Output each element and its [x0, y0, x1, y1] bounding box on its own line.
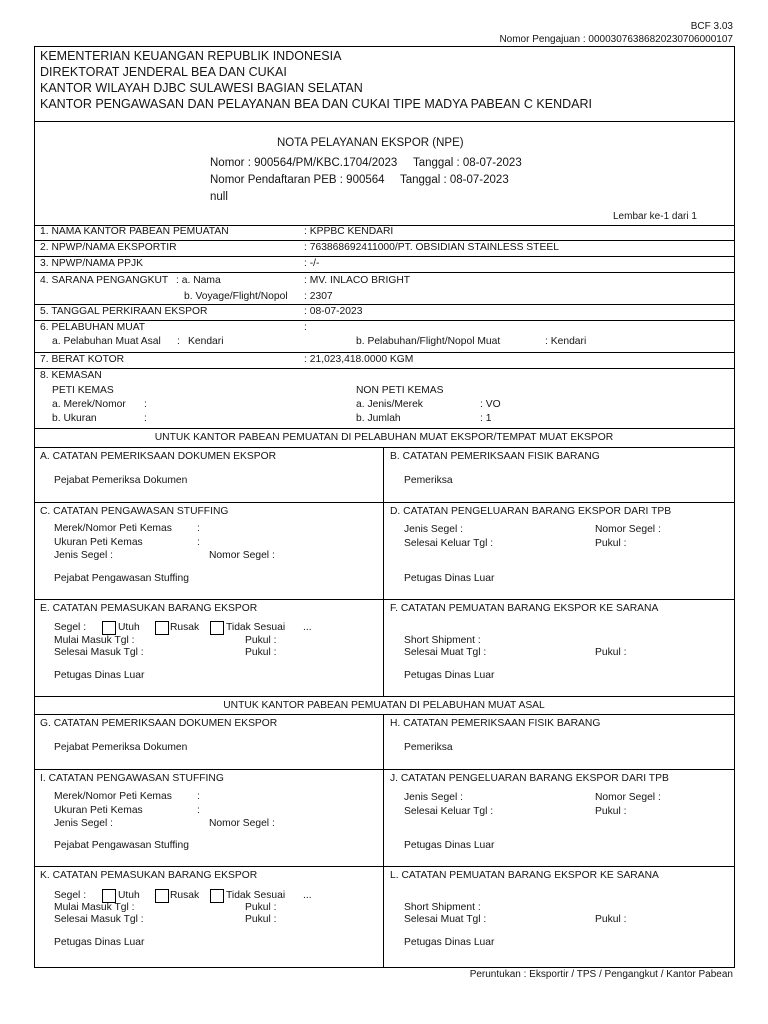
divider-row	[34, 696, 734, 697]
box-f-short-label: Short Shipment :	[404, 635, 481, 646]
box-g-officer: Pejabat Pemeriksa Dokumen	[54, 742, 188, 753]
peb-number-value: 900564	[346, 174, 385, 186]
colon: :	[304, 226, 307, 237]
npe-number	[210, 156, 397, 170]
box-e-selesai-label: Selesai Masuk Tgl :	[54, 647, 144, 658]
field-value-eksportir	[304, 242, 559, 254]
divider-row	[34, 447, 734, 448]
box-e-title: E. CATATAN PEMASUKAN BARANG EKSPOR	[40, 603, 258, 614]
field-value-jumlah	[480, 413, 491, 425]
colon: :	[480, 413, 483, 424]
box-l-officer: Petugas Dinas Luar	[404, 937, 495, 948]
npe-date-label: Tanggal :	[413, 157, 460, 169]
box-b-officer: Pemeriksa	[404, 475, 453, 486]
colon: :	[144, 413, 147, 424]
field-value-jenis-merek	[480, 399, 501, 411]
colon: :	[197, 791, 200, 802]
box-l-pukul-label: Pukul :	[595, 914, 627, 925]
colon: :	[197, 523, 200, 534]
divider-row	[34, 714, 734, 715]
sarana-nama-sublabel: a. Nama	[181, 275, 221, 286]
office-line: KANTOR PENGAWASAN DAN PELAYANAN BEA DAN CUKAI TIPE MADYA PABEAN C KENDARI	[40, 97, 592, 111]
divider-row	[34, 502, 734, 503]
npe-date-value: 08-07-2023	[462, 157, 522, 169]
jumlah-label: b. Jumlah	[356, 413, 401, 424]
pelabuhan-muat-value: Kendari	[550, 336, 587, 347]
colon: :	[480, 399, 483, 410]
pelabuhan-muat-label: b. Pelabuhan/Flight/Nopol Muat	[356, 336, 501, 347]
box-i-jenis-segel-label: Jenis Segel :	[54, 818, 113, 829]
box-l-selesai-label: Selesai Muat Tgl :	[404, 914, 487, 925]
regional-office-line: KANTOR WILAYAH DJBC SULAWESI BAGIAN SELATAN	[40, 81, 363, 95]
field-label-ppjk: 3. NPWP/NAMA PPJK	[40, 258, 143, 269]
box-j-selesai-label: Selesai Keluar Tgl :	[404, 806, 494, 817]
document-title: NOTA PELAYANAN EKSPOR (NPE)	[277, 137, 464, 149]
checkbox-rusak	[155, 621, 169, 635]
colon: :	[176, 275, 179, 286]
box-a-officer: Pejabat Pemeriksa Dokumen	[54, 475, 188, 486]
option-ellipsis: ...	[303, 622, 312, 633]
box-d-selesai-label: Selesai Keluar Tgl :	[404, 538, 494, 549]
box-c-title: C. CATATAN PENGAWASAN STUFFING	[40, 506, 229, 517]
peb-number	[210, 173, 385, 187]
box-d-jenis-segel-label: Jenis Segel :	[404, 524, 463, 535]
divider-row	[34, 368, 734, 369]
colon: :	[304, 354, 307, 365]
box-l-title: L. CATATAN PEMUATAN BARANG EKSPOR KE SARANA	[390, 870, 659, 881]
option-ellipsis: ...	[303, 890, 312, 901]
colon: :	[545, 336, 548, 347]
ukuran-label: b. Ukuran	[52, 413, 97, 424]
box-c-ukuran-label: Ukuran Peti Kemas	[54, 537, 143, 548]
field-value-ppjk	[304, 258, 319, 270]
nomor-pengajuan-value: 00003076386820230706000107	[588, 34, 733, 45]
box-k-mulai-label: Mulai Masuk Tgl :	[54, 902, 135, 913]
field-value-sarana-voyage	[304, 291, 333, 303]
box-i-nomor-segel-label: Nomor Segel :	[209, 818, 275, 829]
field-value-tanggal-ekspor	[304, 306, 362, 318]
form-code: BCF 3.03	[690, 21, 733, 32]
sarana-nama-value: MV. INLACO BRIGHT	[309, 275, 411, 286]
npe-note: null	[210, 191, 228, 203]
field-label-berat: 7. BERAT KOTOR	[40, 354, 125, 365]
jenis-merek-label: a. Jenis/Merek	[356, 399, 423, 410]
box-i-merek-label: Merek/Nomor Peti Kemas	[54, 791, 172, 802]
field-value-pelabuhan-muat	[545, 336, 586, 348]
ppjk-value: -/-	[309, 258, 320, 269]
divider-row	[34, 599, 734, 600]
nomor-pengajuan-label: Nomor Pengajuan :	[499, 34, 586, 45]
divider-row	[34, 866, 734, 867]
box-f-pukul-label: Pukul :	[595, 647, 627, 658]
sarana-nama-label	[176, 275, 221, 287]
colon: :	[304, 322, 307, 333]
sarana-voyage-value: 2307	[309, 291, 333, 302]
directorate-line: DIREKTORAT JENDERAL BEA DAN CUKAI	[40, 65, 287, 79]
box-i-ukuran-label: Ukuran Peti Kemas	[54, 805, 143, 816]
box-e-officer: Petugas Dinas Luar	[54, 670, 145, 681]
section-title-muat-ekspor: UNTUK KANTOR PABEAN PEMUATAN DI PELABUHAN MUAT EKSPOR/TEMPAT MUAT EKSPOR	[154, 432, 614, 443]
field-label-kemasan: 8. KEMASAN	[40, 370, 102, 381]
divider-row	[34, 428, 734, 429]
box-j-jenis-segel-label: Jenis Segel :	[404, 792, 463, 803]
box-j-nomor-segel-label: Nomor Segel :	[595, 792, 661, 803]
pelabuhan-asal-value: Kendari	[188, 336, 224, 347]
box-i-officer: Pejabat Pengawasan Stuffing	[54, 840, 189, 851]
field-label-eksportir: 2. NPWP/NAMA EKSPORTIR	[40, 242, 177, 253]
checkbox-tidak-sesuai	[210, 889, 224, 903]
colon: :	[177, 336, 180, 347]
peb-number-label: Nomor Pendaftaran PEB :	[210, 174, 343, 186]
option-tidak-sesuai-label: Tidak Sesuai	[226, 890, 286, 901]
box-k-title: K. CATATAN PEMASUKAN BARANG EKSPOR	[40, 870, 258, 881]
option-utuh-label: Utuh	[118, 890, 140, 901]
divider-column	[383, 447, 384, 696]
peb-date-label: Tanggal :	[400, 174, 447, 186]
box-e-pukul-label: Pukul :	[245, 647, 277, 658]
npe-number-label: Nomor :	[210, 157, 251, 169]
option-rusak-label: Rusak	[170, 890, 200, 901]
colon: :	[304, 242, 307, 253]
box-h-officer: Pemeriksa	[404, 742, 453, 753]
box-e-segel-label: Segel :	[54, 622, 87, 633]
box-i-title: I. CATATAN PENGAWASAN STUFFING	[40, 773, 224, 784]
divider-row	[34, 304, 734, 305]
box-b-title: B. CATATAN PEMERIKSAAN FISIK BARANG	[390, 451, 600, 462]
jenis-merek-value: VO	[485, 399, 501, 410]
non-peti-kemas-heading: NON PETI KEMAS	[356, 385, 444, 396]
peb-date	[400, 173, 509, 187]
field-label-sarana: 4. SARANA PENGANGKUT	[40, 275, 169, 286]
box-d-nomor-segel-label: Nomor Segel :	[595, 524, 661, 535]
pelabuhan-asal-label: a. Pelabuhan Muat Asal	[52, 336, 161, 347]
option-rusak-label: Rusak	[170, 622, 200, 633]
box-f-title: F. CATATAN PEMUATAN BARANG EKSPOR KE SARANA	[390, 603, 659, 614]
checkbox-rusak	[155, 889, 169, 903]
box-k-selesai-label: Selesai Masuk Tgl :	[54, 914, 144, 925]
checkbox-tidak-sesuai	[210, 621, 224, 635]
option-tidak-sesuai-label: Tidak Sesuai	[226, 622, 286, 633]
divider-header	[34, 121, 734, 122]
field-label-kantor-pemuatan: 1. NAMA KANTOR PABEAN PEMUATAN	[40, 226, 229, 237]
box-c-officer: Pejabat Pengawasan Stuffing	[54, 573, 189, 584]
box-j-title: J. CATATAN PENGELUARAN BARANG EKSPOR DARI TPB	[390, 773, 669, 784]
ministry-line: KEMENTERIAN KEUANGAN REPUBLIK INDONESIA	[40, 49, 342, 63]
npe-number-value: 900564/PM/KBC.1704/2023	[254, 157, 398, 169]
box-c-jenis-segel-label: Jenis Segel :	[54, 550, 113, 561]
jumlah-value: 1	[485, 413, 492, 424]
sheet-counter: Lembar ke-1 dari 1	[613, 211, 697, 222]
field-value-kantor-pemuatan	[304, 226, 393, 238]
field-label-pelabuhan: 6. PELABUHAN MUAT	[40, 322, 146, 333]
npe-date	[413, 156, 522, 170]
field-label-tanggal-ekspor: 5. TANGGAL PERKIRAAN EKSPOR	[40, 306, 208, 317]
box-k-pukul-label: Pukul :	[245, 914, 277, 925]
box-c-merek-label: Merek/Nomor Peti Kemas	[54, 523, 172, 534]
box-k-segel-label: Segel :	[54, 890, 87, 901]
sarana-voyage-label: b. Voyage/Flight/Nopol	[184, 291, 288, 302]
tanggal-ekspor-value: 08-07-2023	[309, 306, 363, 317]
colon: :	[304, 275, 307, 286]
divider-row	[34, 352, 734, 353]
box-d-officer: Petugas Dinas Luar	[404, 573, 495, 584]
berat-value: 21,023,418.0000 KGM	[309, 354, 414, 365]
box-h-title: H. CATATAN PEMERIKSAAN FISIK BARANG	[390, 718, 601, 729]
box-d-pukul-label: Pukul :	[595, 538, 627, 549]
divider-row	[34, 256, 734, 257]
box-d-title: D. CATATAN PENGELUARAN BARANG EKSPOR DARI TPB	[390, 506, 672, 517]
divider-row	[34, 320, 734, 321]
field-value-berat	[304, 354, 413, 366]
divider-row	[34, 272, 734, 273]
box-a-title: A. CATATAN PEMERIKSAAN DOKUMEN EKSPOR	[40, 451, 277, 462]
checkbox-utuh	[102, 889, 116, 903]
colon: :	[304, 291, 307, 302]
box-g-title: G. CATATAN PEMERIKSAAN DOKUMEN EKSPOR	[40, 718, 278, 729]
box-k-pukul-label: Pukul :	[245, 902, 277, 913]
section-title-muat-asal: UNTUK KANTOR PABEAN PEMUATAN DI PELABUHAN MUAT ASAL	[223, 700, 545, 711]
divider-column	[383, 714, 384, 967]
colon: :	[304, 306, 307, 317]
divider-row	[34, 240, 734, 241]
nomor-pengajuan	[499, 34, 733, 46]
colon: :	[144, 399, 147, 410]
colon: :	[197, 805, 200, 816]
distribution-footer: Peruntukan : Eksportir / TPS / Pengangkut / Kantor Pabean	[469, 969, 733, 980]
box-l-short-label: Short Shipment :	[404, 902, 481, 913]
box-e-pukul-label: Pukul :	[245, 635, 277, 646]
box-f-officer: Petugas Dinas Luar	[404, 670, 495, 681]
box-k-officer: Petugas Dinas Luar	[54, 937, 145, 948]
colon: :	[304, 258, 307, 269]
colon: :	[197, 537, 200, 548]
divider-row	[34, 769, 734, 770]
checkbox-utuh	[102, 621, 116, 635]
box-f-selesai-label: Selesai Muat Tgl :	[404, 647, 487, 658]
field-value-sarana-nama	[304, 275, 410, 287]
box-c-nomor-segel-label: Nomor Segel :	[209, 550, 275, 561]
box-e-mulai-label: Mulai Masuk Tgl :	[54, 635, 135, 646]
option-utuh-label: Utuh	[118, 622, 140, 633]
eksportir-value: 763868692411000/PT. OBSIDIAN STAINLESS STEEL	[309, 242, 559, 253]
peb-date-value: 08-07-2023	[449, 174, 509, 186]
box-j-officer: Petugas Dinas Luar	[404, 840, 495, 851]
peti-kemas-heading: PETI KEMAS	[52, 385, 114, 396]
kantor-pemuatan-value: KPPBC KENDARI	[309, 226, 394, 237]
box-j-pukul-label: Pukul :	[595, 806, 627, 817]
merek-nomor-label: a. Merek/Nomor	[52, 399, 126, 410]
